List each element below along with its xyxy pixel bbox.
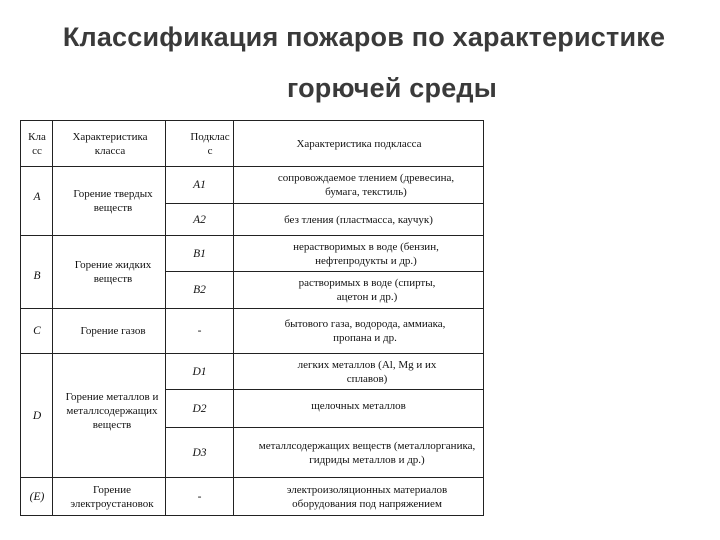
header-class-desc	[61, 121, 159, 166]
class-desc-a	[65, 171, 161, 231]
subclass-code-d3: D3	[192, 446, 207, 459]
column-divider	[233, 121, 234, 515]
class-desc-b-text: Горение жидких веществ	[74, 259, 152, 285]
subclass-code-e: -	[197, 490, 202, 503]
subclass-desc-e	[257, 478, 477, 515]
class-desc-a-text: Горение твердых веществ	[73, 188, 153, 214]
classification-table	[20, 120, 484, 516]
subclass-desc-d2	[234, 390, 483, 421]
slide-title	[0, 22, 720, 104]
class-desc-b	[63, 247, 163, 297]
subclass-code-a2: А2	[193, 213, 206, 226]
subclass-desc-d3	[257, 428, 477, 477]
class-code-c: С	[33, 325, 41, 337]
class-desc-e-text: Горение электроустановок	[70, 483, 154, 510]
header-subclass	[191, 121, 229, 166]
subclass-desc-a2	[234, 204, 483, 235]
subclass-desc-c	[277, 309, 453, 353]
class-code-b: В	[33, 270, 41, 282]
header-class	[23, 121, 51, 166]
class-code-e: (Е)	[29, 490, 45, 503]
class-code-d: D	[32, 410, 42, 422]
subclass-desc-a1	[267, 167, 465, 203]
subclass-desc-b1	[267, 236, 465, 271]
class-desc-c-text: Горение газов	[80, 325, 146, 337]
subclass-desc-d1	[297, 354, 437, 389]
class-desc-e	[59, 478, 165, 515]
header-class-desc-text: Характеристика класса	[72, 130, 148, 157]
subclass-desc-b2	[287, 272, 447, 308]
header-subclass-desc-text: Характеристика подкласса	[296, 137, 422, 150]
subclass-desc-b2-text: растворимых в воде (спирты, ацетон и др.)	[298, 277, 436, 303]
class-desc-d	[59, 381, 165, 441]
subclass-desc-e-text: электроизоляционных материалов оборудования под напряжением	[286, 483, 448, 510]
subclass-desc-a1-text: сопровождаемое тлением (древесина, бумага, текстиль)	[277, 172, 455, 198]
subclass-code-d1: D1	[192, 365, 207, 378]
subclass-desc-a2-text: без тления (пластмасса, каучук)	[284, 213, 433, 226]
subclass-code-b2: В2	[193, 284, 206, 296]
class-code-a: А	[33, 191, 41, 203]
subclass-desc-d3-text: металлсодержащих веществ (металлорганика, гидриды металлов и др.)	[258, 439, 476, 466]
subclass-code-c: -	[197, 325, 202, 337]
subclass-code-a1: А1	[193, 179, 206, 191]
subclass-desc-c-text: бытового газа, водорода, аммиака, пропана и др.	[284, 318, 446, 344]
subclass-desc-b1-text: нерастворимых в воде (бензин, нефтепродукты и др.)	[293, 240, 439, 267]
header-class-text: Кла сс	[28, 130, 46, 157]
subclass-code-b1: В1	[193, 247, 206, 260]
subclass-desc-d2-text: щелочных металлов	[311, 399, 406, 412]
header-subclass-desc	[236, 121, 482, 166]
subclass-code-d2: D2	[192, 402, 207, 415]
slide-title-line-1: Классификация пожаров по характеристике	[62, 22, 666, 52]
slide-title-line-2: горючей среды	[286, 73, 498, 103]
header-subclass-text: Подклас с	[190, 130, 230, 157]
class-desc-c	[73, 309, 153, 353]
subclass-desc-d1-text: легких металлов (Al, Mg и их сплавов)	[297, 358, 437, 385]
class-desc-d-text: Горение металлов и металлсодержащих веществ	[65, 391, 159, 431]
